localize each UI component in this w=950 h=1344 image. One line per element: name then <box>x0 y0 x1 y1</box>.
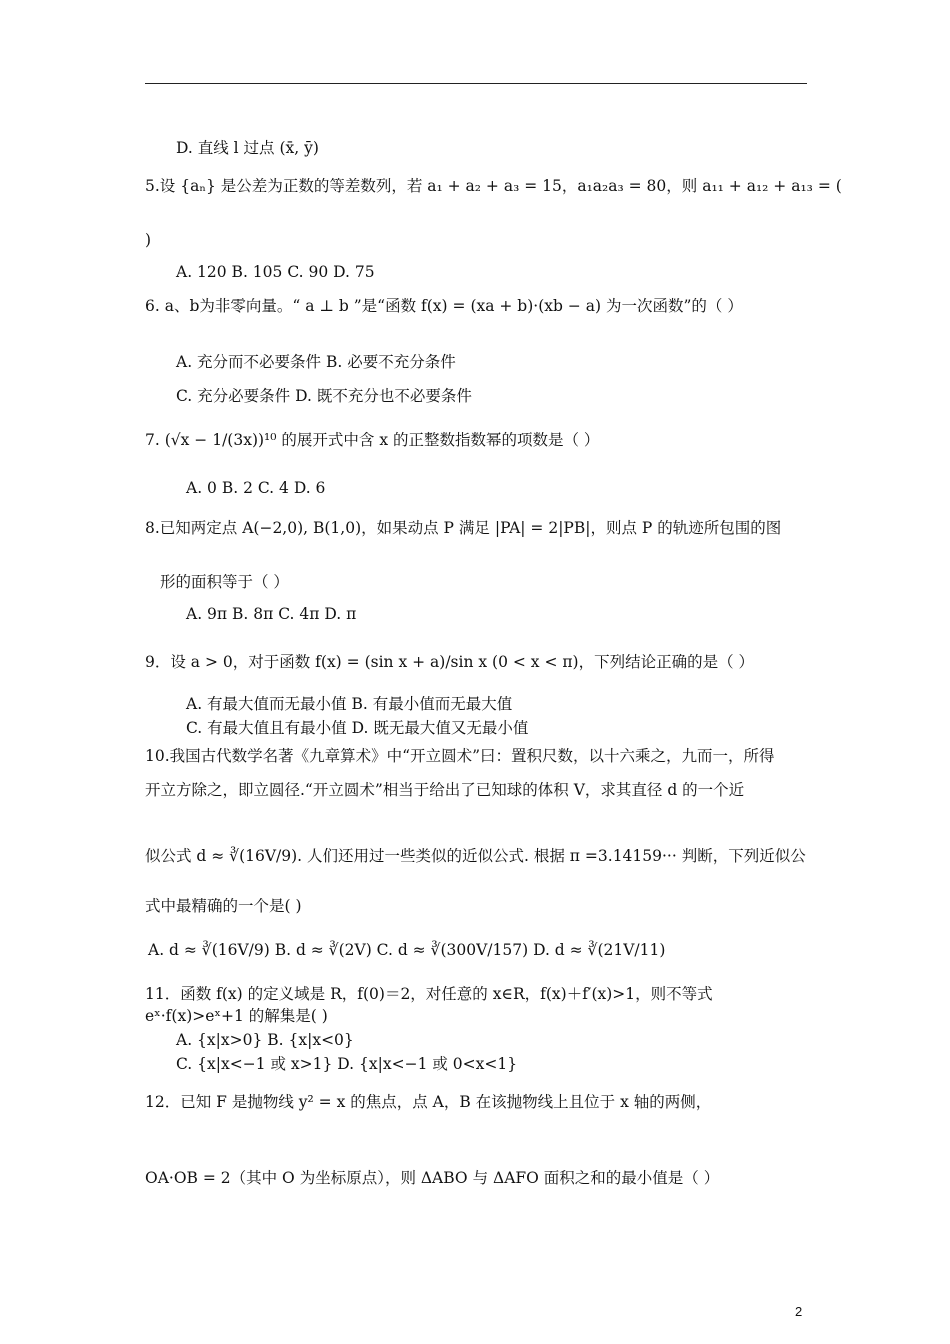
text-line: A. {x|x>0} B. {x|x<0} <box>176 1031 354 1049</box>
text-line: 8.已知两定点 A(−2,0), B(1,0)，如果动点 P 满足 |PA| = 2|PB|，则点 P 的轨迹所包围的图 <box>145 519 782 537</box>
text-line: A. 120 B. 105 C. 90 D. 75 <box>176 263 375 281</box>
text-line: 开立方除之，即立圆径.“开立圆术”相当于给出了已知球的体积 V，求其直径 d 的一个近 <box>145 781 745 799</box>
text-line: A. 0 B. 2 C. 4 D. 6 <box>186 479 326 497</box>
text-line: 5.设 {aₙ} 是公差为正数的等差数列，若 a₁ + a₂ + a₃ = 15，a₁a₂a₃ = 80，则 a₁₁ + a₁₂ + a₁₃ = ( <box>145 177 842 195</box>
text-line: 形的面积等于（ ） <box>160 573 289 591</box>
text-line: 7. (√x − 1/(3x))¹⁰ 的展开式中含 x 的正整数指数幂的项数是（ ） <box>145 431 600 449</box>
text-line: 11．函数 f(x) 的定义域是 R，f(0)＝2，对任意的 x∈R，f(x)＋f′(x)>1，则不等式 <box>145 985 713 1003</box>
text-line: 10.我国古代数学名著《九章算术》中“开立圆术”曰：置积尺数，以十六乘之，九而一，所得 <box>145 747 775 765</box>
text-line: 9．设 a > 0，对于函数 f(x) = (sin x + a)/sin x (0 < x < π)，下列结论正确的是（ ） <box>145 653 755 671</box>
header-rule <box>145 83 807 84</box>
text-line: A. 充分而不必要条件 B. 必要不充分条件 <box>176 353 456 371</box>
text-line: A. 有最大值而无最小值 B. 有最小值而无最大值 <box>186 695 513 713</box>
text-line: OA·OB = 2（其中 O 为坐标原点），则 ΔABO 与 ΔAFO 面积之和的最小值是（ ） <box>145 1169 720 1187</box>
text-line: 12．已知 F 是抛物线 y² = x 的焦点，点 A，B 在该抛物线上且位于 x 轴的两侧， <box>145 1093 712 1111</box>
text-line: D. 直线 l 过点 (x̄, ȳ) <box>176 139 319 157</box>
text-line: C. 有最大值且有最小值 D. 既无最大值又无最小值 <box>186 719 529 737</box>
page-number: 2 <box>795 1304 803 1319</box>
text-line: eˣ·f(x)>eˣ+1 的解集是( ) <box>145 1007 328 1025</box>
text-line: C. {x|x<−1 或 x>1} D. {x|x<−1 或 0<x<1} <box>176 1055 518 1073</box>
text-line: 式中最精确的一个是( ) <box>145 897 302 915</box>
text-line: 似公式 d ≈ ∛(16V/9). 人们还用过一些类似的近似公式. 根据 π =3.14159··· 判断，下列近似公 <box>145 847 806 865</box>
text-line: ) <box>145 231 152 249</box>
text-line: A. d ≈ ∛(16V/9) B. d ≈ ∛(2V) C. d ≈ ∛(300V/157) D. d ≈ ∛(21V/11) <box>148 941 666 959</box>
text-line: C. 充分必要条件 D. 既不充分也不必要条件 <box>176 387 472 405</box>
text-line: 6. a、b为非零向量。“ a ⊥ b ”是“函数 f(x) = (xa + b)·(xb − a) 为一次函数”的（ ） <box>145 297 743 315</box>
text-line: A. 9π B. 8π C. 4π D. π <box>186 605 357 623</box>
